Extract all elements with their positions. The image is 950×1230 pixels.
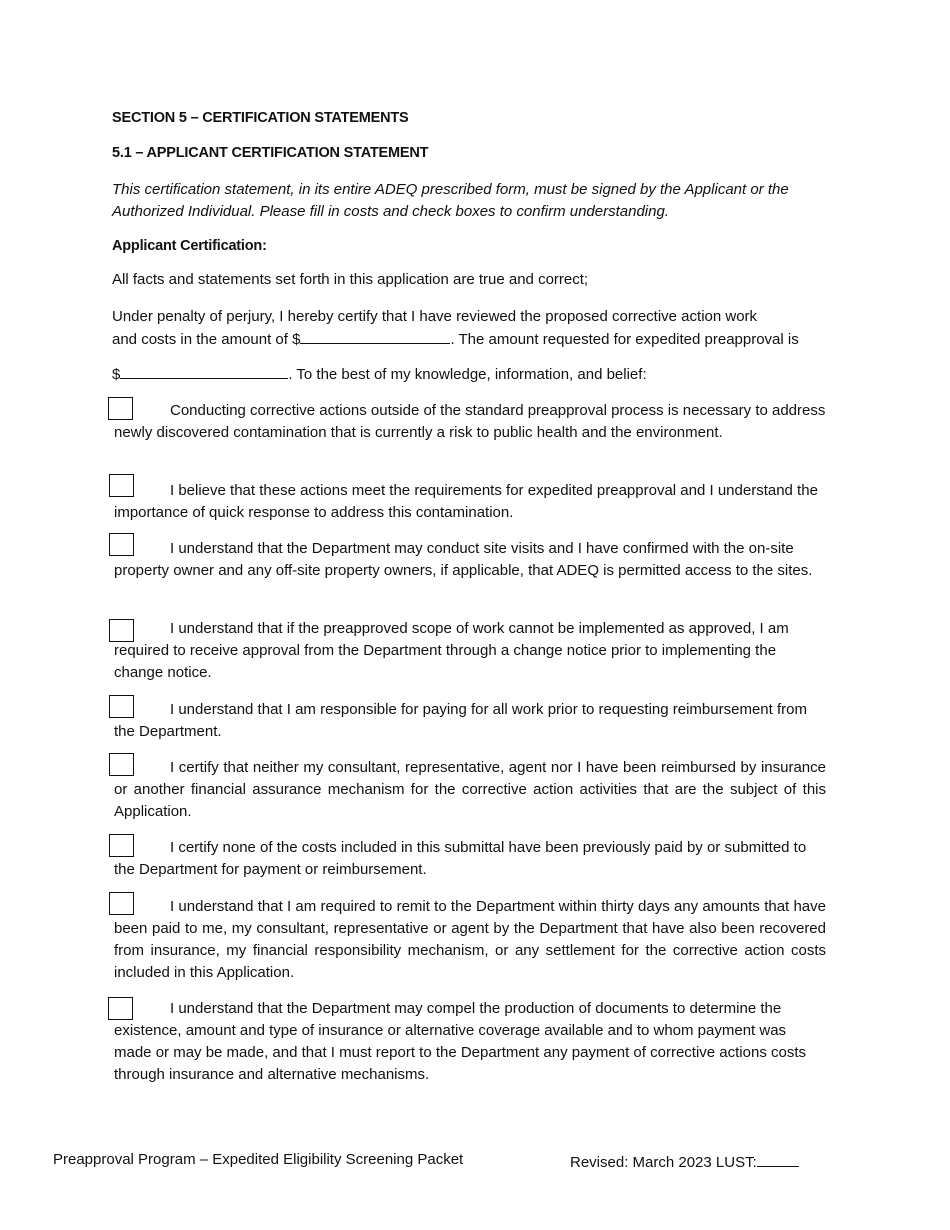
certification-item-8: I understand that I am required to remit to the Department within thirty days any amounts that have been paid to me, my consultant, representative or agent by the Department that have also been recovered from insurance, my financial responsibility mechanism, or any settlement for the corrective action costs included in this Application. xyxy=(114,898,826,981)
expedited-prefix: $ xyxy=(112,366,121,383)
certification-item-4: I understand that if the preapproved scope of work cannot be implemented as approved, I am required to receive approval from the Department through a change notice prior to implementing the change notice. xyxy=(114,620,789,681)
certification-item-5: I understand that I am responsible for paying for all work prior to requesting reimbursement from the Department. xyxy=(114,701,807,740)
expedited-suffix: . To the best of my knowledge, information, and belief: xyxy=(288,366,647,383)
certification-item-9: I understand that the Department may compel the production of documents to determine the existence, amount and type of insurance or alternative coverage available and to whom payment was made or may be made, and that I must report to the Department any payment of corrective actions costs through insurance and alternative mechanisms. xyxy=(114,1000,806,1083)
perjury-line-1: Under penalty of perjury, I hereby certify that I have reviewed the proposed corrective action work xyxy=(112,308,758,325)
section-subtitle: 5.1 – APPLICANT CERTIFICATION STATEMENT xyxy=(112,145,429,161)
intro-text: This certification statement, in its entire ADEQ prescribed form, must be signed by the Applicant or the Authorized Individual. Please fill in costs and check boxes to confirm understanding. xyxy=(112,181,789,220)
cost-prefix: and costs in the amount of $ xyxy=(112,331,301,348)
certification-item-1: Conducting corrective actions outside of the standard preapproval process is necessary to address newly discovered contamination that is currently a risk to public health and the environment. xyxy=(114,402,826,441)
certification-item-7: I certify none of the costs included in this submittal have been previously paid by or submitted to the Department for payment or reimbursement. xyxy=(114,839,807,878)
perjury-line-3 xyxy=(112,363,647,383)
facts-statement: All facts and statements set forth in this application are true and correct; xyxy=(112,271,589,288)
certification-item-6: I certify that neither my consultant, representative, agent nor I have been reimbursed by insurance or another financial assurance mechanism for the corrective action activities that are the subject of this Application. xyxy=(114,759,826,820)
footer-program-title: Preapproval Program – Expedited Eligibility Screening Packet xyxy=(53,1151,464,1168)
cost-amount-field[interactable] xyxy=(300,328,450,344)
lust-number-field[interactable] xyxy=(757,1151,799,1167)
expedited-amount-field[interactable] xyxy=(120,363,288,379)
section-title: SECTION 5 – CERTIFICATION STATEMENTS xyxy=(112,110,409,126)
applicant-certification-heading: Applicant Certification: xyxy=(112,238,267,254)
footer-revised-label: Revised: March 2023 LUST: xyxy=(570,1154,757,1171)
certification-item-2: I believe that these actions meet the requirements for expedited preapproval and I understand the importance of quick response to address this contamination. xyxy=(114,482,818,521)
perjury-line-2 xyxy=(112,328,832,351)
certification-item-3: I understand that the Department may conduct site visits and I have confirmed with the on-site property owner and any off-site property owners, if applicable, that ADEQ is permitted access to the sites. xyxy=(114,540,813,579)
cost-suffix: . The amount requested for expedited preapproval is xyxy=(450,331,799,348)
perjury-statement xyxy=(112,306,832,351)
footer-revision xyxy=(570,1151,799,1171)
